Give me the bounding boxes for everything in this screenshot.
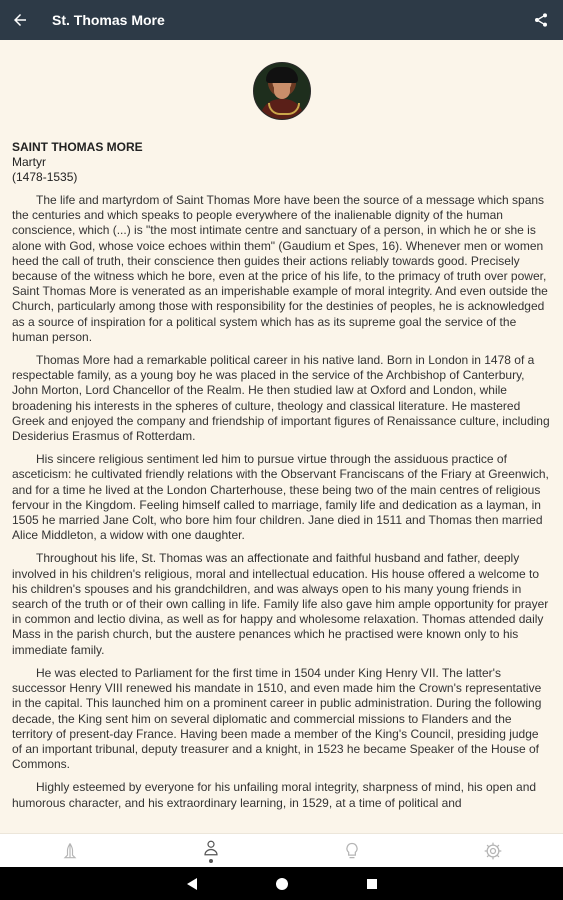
- saint-name: SAINT THOMAS MORE: [12, 140, 143, 154]
- lightbulb-icon: [342, 841, 362, 861]
- praying-hands-icon: [60, 841, 80, 861]
- bottom-navigation: [0, 833, 563, 868]
- article-paragraph: His sincere religious sentiment led him to pursue virtue through the assiduous practice of asceticism: he cultivated friendly relations with the Observant Franciscans of the Friary at Greenwich, and for a time he lived at the London Charterhouse, these being two of the main centres of religious fervour in the Kingdom. Feeling himself called to marriage, family life and dedication as a layman, in 1505 he married Jane Colt, who bore him four children. Jane died in 1511 and Thomas then married Alice Middleton, a widow with one daughter.: [12, 452, 549, 543]
- article-paragraph: He was elected to Parliament for the first time in 1504 under King Henry VII. The latter's successor Henry VIII renewed his mandate in 1510, and even made him the Crown's representative in the capital. This launched him on a prominent career in public administration. During the following decade, the King sent him on several diplomatic and commercial missions to Flanders and the territory of present-day France. Having been made a member of the King's Council, presiding judge of an important tribunal, deputy treasurer and a knight, in 1523 he became Speaker of the House of Commons.: [12, 665, 542, 772]
- nav-prayers[interactable]: [0, 834, 141, 868]
- article-paragraph: Throughout his life, St. Thomas was an affectionate and faithful husband and father, deeply involved in his children's religious, moral and intellectual education. His house offered a welcome to his children's spouses and his grandchildren, and was always open to his many young friends in search of the truth or of their own calling in life. Family life also gave him ample opportunity for prayer in common and lectio divina, as well as for happy and wholesome relaxation. Thomas attended daily Mass in the parish church, but the austere penances which he practised were known only to his immediate family.: [12, 551, 549, 657]
- system-recents-button[interactable]: [327, 867, 417, 900]
- active-indicator: [209, 859, 213, 863]
- article-paragraph: Highly esteemed by everyone for his unfailing moral integrity, sharpness of mind, his open and humorous character, and his extraordinary learning, in 1529, at a time of political and: [12, 780, 537, 810]
- settings-gear-icon: [483, 841, 503, 861]
- nav-saints[interactable]: [141, 834, 282, 868]
- system-home-button[interactable]: [237, 867, 327, 900]
- app-bar: [0, 0, 563, 40]
- home-circle-icon: [275, 877, 289, 891]
- arrow-left-icon: [11, 11, 29, 29]
- page-title: St. Thomas More: [52, 12, 165, 28]
- system-back-button[interactable]: [147, 867, 237, 900]
- article-paragraph: Thomas More had a remarkable political career in his native land. Born in London in 1478 of a respectable family, as a young boy he was placed in the service of the Archbishop of Canterbury, John Morton, Lord Chancellor of the Realm. He then studied law at Oxford and London, while broadening his interests in the spheres of culture, theology and classical literature. He mastered Greek and enjoyed the company and friendship of important figures of Renaissance culture, including Desiderius Erasmus of Rotterdam.: [12, 353, 550, 444]
- recents-square-icon: [366, 878, 378, 890]
- person-icon: [202, 839, 220, 857]
- article-heading: [12, 140, 551, 185]
- back-button[interactable]: [0, 0, 40, 40]
- article-content[interactable]: [0, 40, 563, 833]
- saint-subtitle: Martyr: [12, 155, 46, 169]
- saint-portrait-image: [253, 62, 311, 120]
- article-paragraph: The life and martyrdom of Saint Thomas More have been the source of a message which spans the centuries and which speaks to people everywhere of the inalienable dignity of the human conscience, which (...) is "the most intimate centre and sanctuary of a person, in which he or she is alone with God, whose voice echoes within them" (Gaudium et Spes, 16). Whenever men or women heed the call of truth, their conscience then guides their actions reliably towards good. Precisely because of the witness which he bore, even at the price of his life, to the primacy of truth over power, Saint Thomas More is venerated as an imperishable example of moral integrity. And even outside the Church, particularly among those with responsibility for the destinies of peoples, he is acknowledged as a source of inspiration for a political system which has as its supreme goal the service of the human person.: [12, 193, 548, 344]
- share-button[interactable]: [521, 0, 561, 40]
- nav-inspiration[interactable]: [282, 834, 423, 868]
- saint-dates: (1478-1535): [12, 170, 78, 184]
- share-icon: [533, 12, 549, 28]
- nav-settings[interactable]: [422, 834, 563, 868]
- system-navigation-bar: [0, 867, 563, 900]
- back-triangle-icon: [185, 877, 199, 891]
